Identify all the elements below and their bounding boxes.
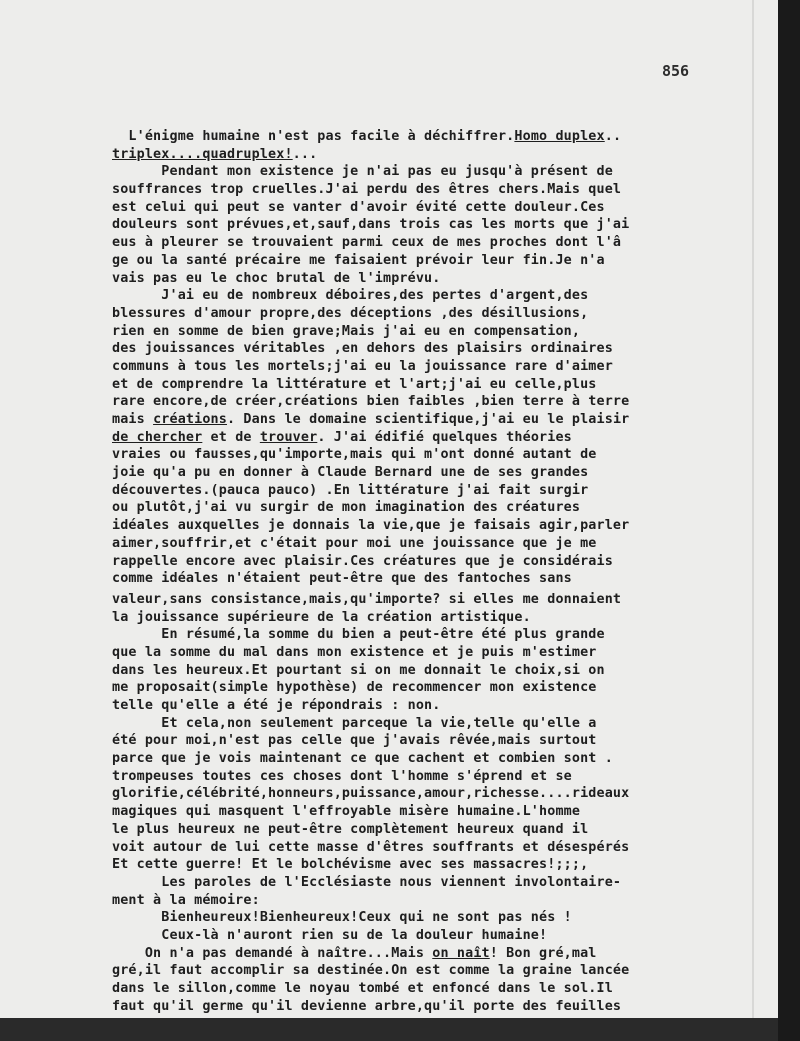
- text-line: [112, 874, 752, 892]
- text-segment: glorifie,célébrité,honneurs,puissance,amour,richesse....rideaux: [112, 786, 630, 802]
- text-line: [112, 376, 752, 394]
- text-line: [112, 803, 752, 821]
- text-segment: vraies ou fausses,qu'importe,mais qui m'ont donné autant de: [112, 447, 597, 463]
- scan-border-bottom: [0, 1018, 778, 1041]
- text-line: [112, 856, 752, 874]
- text-segment: voit autour de lui cette masse d'êtres souffrants et désespérés: [112, 839, 630, 855]
- text-line: [112, 252, 752, 270]
- text-line: [112, 446, 752, 464]
- text-line: [112, 499, 752, 517]
- text-line: [112, 305, 752, 323]
- text-line: [112, 980, 752, 998]
- text-segment: et de comprendre la littérature et l'art;j'ai eu celle,plus: [112, 376, 597, 392]
- text-segment: Pendant mon existence je n'ai pas eu jusqu'à présent de: [112, 164, 613, 180]
- text-line: [112, 411, 752, 429]
- text-line: [112, 482, 752, 500]
- text-segment: communs à tous les mortels;j'ai eu la jouissance rare d'aimer: [112, 358, 613, 374]
- text-segment: est celui qui peut se vanter d'avoir évité cette douleur.Ces: [112, 199, 605, 215]
- text-line: [112, 199, 752, 217]
- text-segment: me proposait(simple hypothèse) de recommencer mon existence: [112, 680, 597, 696]
- text-line: [112, 429, 752, 447]
- text-segment: vais pas eu le choc brutal de l'imprévu.: [112, 270, 441, 286]
- text-segment: Les paroles de l'Ecclésiaste nous viennent involontaire-: [112, 874, 622, 890]
- underlined-text: on naît: [432, 945, 490, 961]
- text-segment: dans le sillon,comme le noyau tombé et enfoncé dans le sol.Il: [112, 981, 613, 996]
- page-crease: [752, 0, 754, 1018]
- text-line: [112, 626, 752, 644]
- text-segment: idéales auxquelles je donnais la vie,que je faisais agir,parler: [112, 518, 630, 534]
- text-segment: comme idéales n'étaient peut-être que des fantoches sans: [112, 571, 572, 587]
- text-segment: L'énigme humaine n'est pas facile à déchiffrer.: [112, 129, 515, 144]
- text-segment: la jouissance supérieure de la création artistique.: [112, 609, 531, 625]
- text-segment: valeur,sans consistance,mais,qu'importe? si elles me donnaient: [112, 591, 622, 607]
- text-line: [112, 644, 752, 662]
- text-segment: douleurs sont prévues,et,sauf,dans trois cas les morts que j'ai: [112, 217, 630, 233]
- text-line: [112, 892, 752, 910]
- text-line: [112, 927, 752, 945]
- text-segment: été pour moi,n'est pas celle que j'avais rêvée,mais surtout: [112, 733, 597, 749]
- text-segment: Ceux-là n'auront rien su de la douleur humaine!: [112, 927, 548, 943]
- text-segment: telle qu'elle a été je répondrais : non.: [112, 698, 441, 713]
- text-segment: rare encore,de créer,créations bien faibles ,bien terre à terre: [112, 394, 630, 410]
- underlined-text: créations: [153, 412, 227, 427]
- text-segment: des jouissances véritables ,en dehors des plaisirs ordinaires: [112, 341, 613, 357]
- text-segment: On n'a pas demandé à naître...Mais: [112, 945, 433, 961]
- text-segment: ment à la mémoire:: [112, 892, 260, 908]
- text-segment: magiques qui masquent l'effroyable misère humaine.L'homme: [112, 804, 581, 820]
- text-segment: ou plutôt,j'ai vu surgir de mon imagination des créatures: [112, 500, 581, 516]
- text-segment: En résumé,la somme du bien a peut-être été plus grande: [112, 627, 605, 643]
- text-line: [112, 591, 752, 609]
- text-segment: J'ai eu de nombreux déboires,des pertes d'argent,des: [112, 288, 589, 304]
- text-line: [112, 323, 752, 341]
- text-segment: que la somme du mal dans mon existence et je puis m'estimer: [112, 644, 597, 660]
- text-line: [112, 962, 752, 980]
- text-segment: ge ou la santé précaire me faisaient prévoir leur fin.Je n'a: [112, 252, 605, 268]
- text-line: [112, 128, 752, 146]
- text-line: [112, 909, 752, 927]
- text-line: [112, 393, 752, 411]
- text-line: [112, 163, 752, 181]
- text-segment: ...: [292, 146, 318, 162]
- text-line: [112, 679, 752, 697]
- text-line: [112, 234, 752, 252]
- text-segment: joie qu'a pu en donner à Claude Bernard une de ses grandes: [112, 465, 589, 481]
- text-line: [112, 570, 752, 588]
- text-segment: mais: [112, 412, 154, 427]
- text-line: [112, 270, 752, 288]
- underlined-text: de chercher: [112, 429, 203, 445]
- text-segment: parce que je vois maintenant ce que cachent et combien sont .: [112, 751, 613, 767]
- text-line: [112, 609, 752, 627]
- text-line: [112, 181, 752, 199]
- text-line: [112, 146, 752, 164]
- text-line: [112, 216, 752, 234]
- typed-body-text: [112, 128, 752, 1015]
- text-segment: eus à pleurer se trouvaient parmi ceux de mes proches dont l'â: [112, 235, 622, 251]
- text-line: [112, 697, 752, 715]
- text-line: [112, 358, 752, 376]
- text-line: [112, 287, 752, 305]
- text-segment: Et cela,non seulement parceque la vie,telle qu'elle a: [112, 715, 597, 731]
- underlined-text: trouver: [259, 429, 318, 445]
- text-line: [112, 662, 752, 680]
- text-line: [112, 715, 752, 733]
- text-line: [112, 517, 752, 535]
- text-segment: rappelle encore avec plaisir.Ces créatures que je considérais: [112, 553, 613, 569]
- text-segment: Et cette guerre! Et le bolchévisme avec ses massacres!;;;,: [112, 857, 589, 873]
- text-line: [112, 553, 752, 571]
- underlined-text: Homo duplex: [514, 129, 605, 144]
- text-segment: le plus heureux ne peut-être complètement heureux quand il: [112, 821, 589, 837]
- text-line: [112, 998, 752, 1016]
- text-segment: gré,il faut accomplir sa destinée.On est comme la graine lancée: [112, 963, 630, 979]
- text-line: [112, 535, 752, 553]
- text-line: [112, 839, 752, 857]
- scan-border-right: [778, 0, 800, 1041]
- text-line: [112, 750, 752, 768]
- text-segment: dans les heureux.Et pourtant si on me donnait le choix,si on: [112, 662, 605, 678]
- text-segment: . Dans le domaine scientifique,j'ai eu le plaisir: [226, 412, 630, 427]
- text-segment: blessures d'amour propre,des déceptions ,des désillusions,: [112, 305, 589, 321]
- text-segment: trompeuses toutes ces choses dont l'homme s'éprend et se: [112, 768, 572, 784]
- text-line: [112, 821, 752, 839]
- page-number: 856: [662, 62, 690, 80]
- text-segment: Bienheureux!Bienheureux!Ceux qui ne sont pas nés !: [112, 910, 572, 926]
- text-line: [112, 945, 752, 963]
- text-segment: souffrances trop cruelles.J'ai perdu des êtres chers.Mais quel: [112, 182, 622, 198]
- text-segment: aimer,souffrir,et c'était pour moi une jouissance que je me: [112, 535, 597, 551]
- underlined-text: triplex....quadruplex!: [112, 146, 293, 162]
- text-segment: . J'ai édifié quelques théories: [317, 429, 572, 445]
- text-segment: ! Bon gré,mal: [489, 945, 597, 961]
- text-line: [112, 732, 752, 750]
- text-segment: découvertes.(pauca pauco) .En littérature j'ai fait surgir: [112, 482, 589, 498]
- text-line: [112, 768, 752, 786]
- text-segment: rien en somme de bien grave;Mais j'ai eu en compensation,: [112, 323, 581, 339]
- text-segment: faut qu'il germe qu'il devienne arbre,qu'il porte des feuilles: [112, 998, 622, 1014]
- text-segment: ..: [604, 129, 622, 144]
- text-line: [112, 464, 752, 482]
- text-segment: et de: [202, 429, 260, 445]
- text-line: [112, 340, 752, 358]
- text-line: [112, 785, 752, 803]
